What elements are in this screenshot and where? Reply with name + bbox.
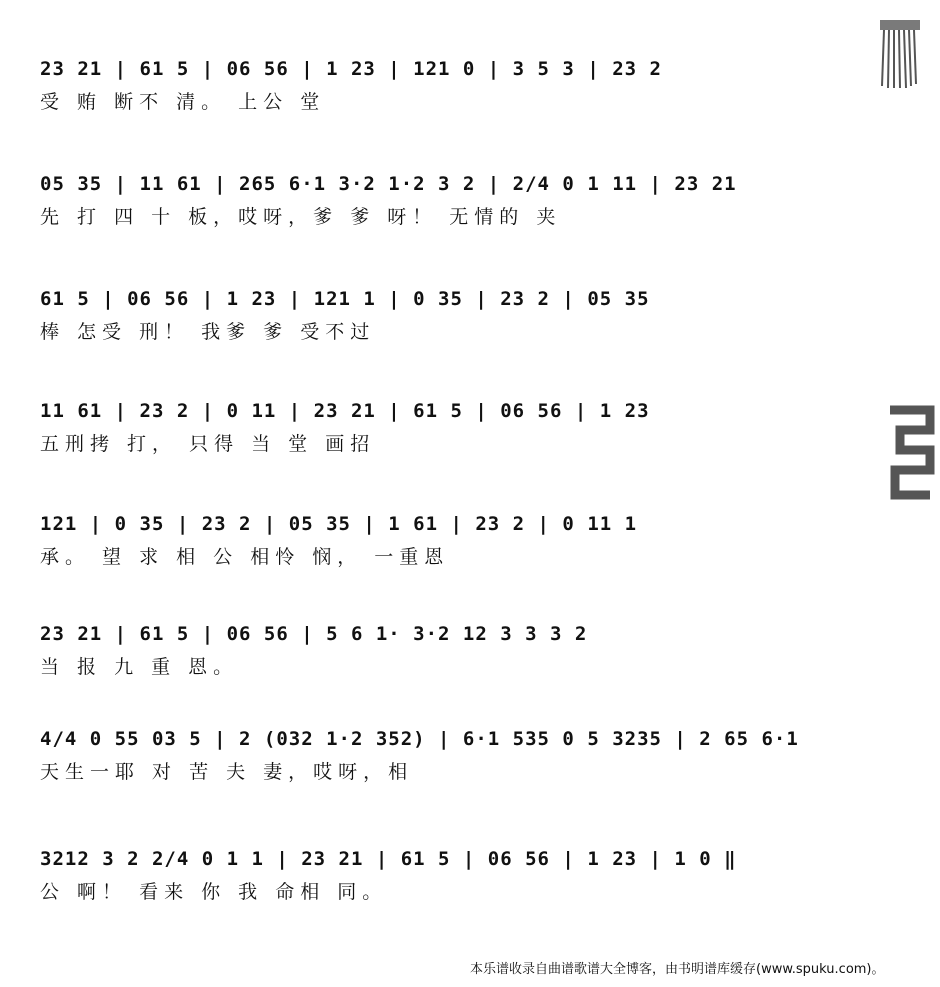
lyric-line: 五刑拷 打， 只得 当 堂 画招 (40, 433, 376, 455)
tassel-icon (878, 18, 922, 90)
score-system-2 (40, 155, 890, 255)
lyric-line: 先 打 四 十 板，哎呀，爹 爹 呀！ 无情的 夹 (40, 206, 562, 228)
notation-line: 11 61 | 23 2 | 0 11 | 23 21 | 61 5 | 06 56 | 1 23 (40, 400, 650, 422)
score-system-8 (40, 830, 890, 930)
score-system-5 (40, 495, 890, 595)
notation-line: 23 21 | 61 5 | 06 56 | 1 23 | 121 0 | 3 5 3 | 23 2 (40, 58, 662, 80)
lyric-line: 天生一耶 对 苦 夫 妻，哎呀，相 (40, 761, 414, 783)
score-system-7 (40, 710, 890, 810)
score-system-1 (40, 40, 890, 140)
lyric-line: 承。 望 求 相 公 相怜 悯， 一重恩 (40, 546, 450, 568)
lyric-line: 公 啊！ 看来 你 我 命相 同。 (40, 881, 388, 903)
lyric-line: 棒 怎受 刑！ 我爹 爹 受不过 (40, 321, 376, 343)
score-system-4 (40, 382, 890, 482)
seal-icon (880, 400, 936, 510)
notation-line: 121 | 0 35 | 23 2 | 05 35 | 1 61 | 23 2 | 0 11 1 (40, 513, 638, 535)
notation-line: 3212 3 2 2/4 0 1 1 | 23 21 | 61 5 | 06 56 | 1 23 | 1 0 ‖ (40, 848, 737, 870)
score-system-6 (40, 605, 890, 705)
notation-line: 61 5 | 06 56 | 1 23 | 121 1 | 0 35 | 23 2 | 05 35 (40, 288, 650, 310)
notation-line: 23 21 | 61 5 | 06 56 | 5 6 1· 3·2 12 3 3 3 2 (40, 623, 588, 645)
lyric-line: 当 报 九 重 恩。 (40, 656, 239, 678)
lyric-line: 受 贿 断不 清。 上公 堂 (40, 91, 326, 113)
notation-line: 05 35 | 11 61 | 265 6·1 3·2 1·2 3 2 | 2/4 0 1 11 | 23 21 (40, 173, 737, 195)
score-system-3 (40, 270, 890, 370)
source-footer: 本乐谱收录自曲谱歌谱大全博客，由书明谱库缓存(www.spuku.com)。 (470, 962, 885, 977)
notation-line: 4/4 0 55 03 5 | 2 (032 1·2 352) | 6·1 535 0 5 3235 | 2 65 6·1 (40, 728, 799, 750)
